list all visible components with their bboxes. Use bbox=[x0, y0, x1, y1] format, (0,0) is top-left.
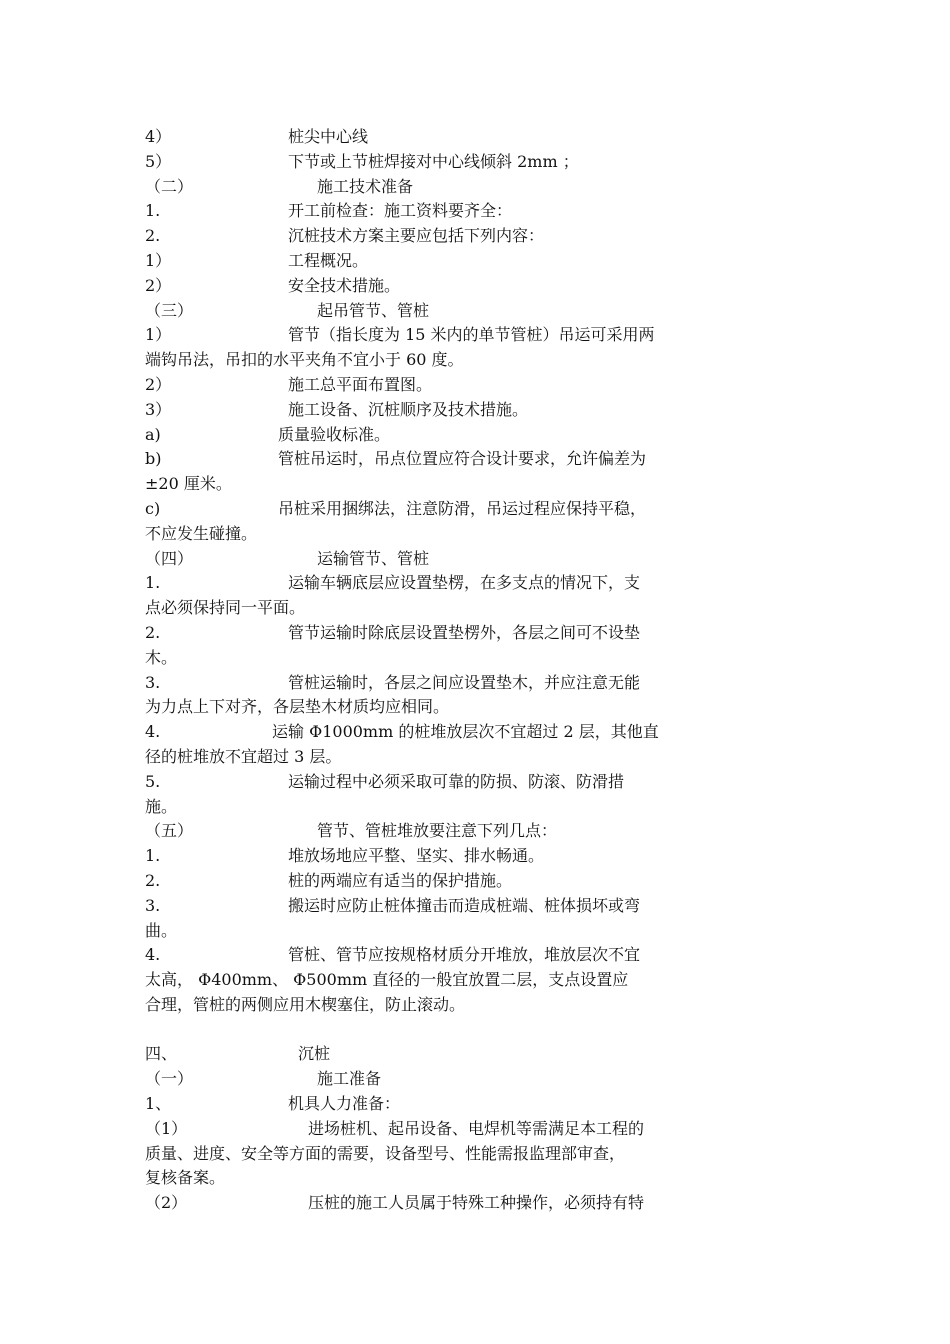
line-number: b) bbox=[145, 449, 162, 469]
document-line bbox=[145, 150, 725, 175]
line-number: 1. bbox=[145, 573, 161, 593]
document-line bbox=[145, 1191, 725, 1216]
line-text: 管桩、管节应按规格材质分开堆放，堆放层次不宜 bbox=[288, 945, 641, 965]
document-line bbox=[145, 795, 725, 820]
line-text: 运输 Φ1000mm 的桩堆放层次不宜超过 2 层，其他直 bbox=[272, 722, 659, 742]
line-text: 木。 bbox=[145, 647, 178, 667]
line-text: 复核备案。 bbox=[145, 1168, 226, 1188]
line-text: 端钩吊法，吊扣的水平夹角不宜小于 60 度。 bbox=[145, 350, 464, 370]
line-number: 1. bbox=[145, 846, 161, 866]
document-line bbox=[145, 720, 725, 745]
line-number: 2） bbox=[145, 374, 172, 394]
line-number: 1、 bbox=[145, 1094, 172, 1114]
line-text: 运输车辆底层应设置垫楞，在多支点的情况下，支 bbox=[288, 573, 641, 593]
document-line bbox=[145, 770, 725, 795]
line-number: a) bbox=[145, 424, 161, 444]
line-text: 吊桩采用捆绑法，注意防滑，吊运过程应保持平稳， bbox=[278, 498, 647, 518]
document-line bbox=[145, 249, 725, 274]
line-text: 桩尖中心线 bbox=[288, 127, 369, 146]
document-line bbox=[145, 125, 725, 150]
line-number: 4. bbox=[145, 945, 161, 965]
document-line bbox=[145, 497, 725, 522]
line-text: 运输过程中必须采取可靠的防损、防滚、防滑措 bbox=[288, 771, 625, 791]
document-line bbox=[145, 175, 725, 200]
line-text: 管桩吊运时，吊点位置应符合设计要求，允许偏差为 bbox=[278, 449, 647, 469]
line-number: 2） bbox=[145, 275, 172, 295]
line-number: 4. bbox=[145, 722, 161, 742]
line-text: 太高， Φ400mm、 Φ500mm 直径的一般宜放置二层，支点设置应 bbox=[145, 970, 629, 990]
line-text: 桩的两端应有适当的保护措施。 bbox=[288, 870, 513, 890]
document-line bbox=[145, 943, 725, 968]
line-text: 管节、管桩堆放要注意下列几点： bbox=[317, 821, 558, 841]
line-text: 管桩运输时，各层之间应设置垫木，并应注意无能 bbox=[288, 672, 641, 692]
document-line bbox=[145, 472, 725, 497]
line-text: 沉桩技术方案主要应包括下列内容： bbox=[288, 226, 545, 246]
line-number: c) bbox=[145, 498, 161, 518]
line-text: 不应发生碰撞。 bbox=[145, 523, 258, 543]
line-number: （三） bbox=[145, 300, 194, 320]
line-text: 下节或上节桩焊接对中心线倾斜 2mm ； bbox=[288, 151, 579, 171]
document-line bbox=[145, 695, 725, 720]
document-line bbox=[145, 1067, 725, 1092]
line-number: 3） bbox=[145, 399, 172, 419]
line-number: （一） bbox=[145, 1069, 194, 1089]
line-number: 3. bbox=[145, 672, 161, 692]
line-text: 进场桩机、起吊设备、电焊机等需满足本工程的 bbox=[308, 1118, 645, 1138]
line-text: 施工技术准备 bbox=[317, 176, 414, 196]
line-number: （1） bbox=[145, 1118, 188, 1138]
line-text: 工程概况。 bbox=[288, 250, 369, 270]
line-text: 径的桩堆放不宜超过 3 层。 bbox=[145, 746, 342, 766]
document-line bbox=[145, 993, 725, 1018]
line-text: 为力点上下对齐，各层垫木材质均应相同。 bbox=[145, 697, 450, 717]
line-text: 管节运输时除底层设置垫楞外，各层之间可不设垫 bbox=[288, 622, 641, 642]
document-line bbox=[145, 919, 725, 944]
line-text: 施工准备 bbox=[317, 1069, 382, 1089]
line-text: 压桩的施工人员属于特殊工种操作，必须持有特 bbox=[308, 1193, 645, 1213]
line-text: 合理，管桩的两侧应用木楔塞住，防止滚动。 bbox=[145, 994, 466, 1014]
document-line bbox=[145, 819, 725, 844]
line-text: 质量验收标准。 bbox=[278, 424, 391, 444]
document-line bbox=[145, 547, 725, 572]
line-number: （四） bbox=[145, 548, 194, 568]
line-text: 质量、进度、安全等方面的需要，设备型号、性能需报监理部审查， bbox=[145, 1143, 626, 1163]
document-line bbox=[145, 968, 725, 993]
line-number: （二） bbox=[145, 176, 194, 196]
document-line bbox=[145, 348, 725, 373]
document-line bbox=[145, 571, 725, 596]
line-text: 搬运时应防止桩体撞击而造成桩端、桩体损坏或弯 bbox=[288, 895, 641, 915]
document-line bbox=[145, 1142, 725, 1167]
line-number: 2. bbox=[145, 622, 161, 642]
line-number: （2） bbox=[145, 1193, 188, 1213]
line-number: 1） bbox=[145, 325, 172, 345]
line-text: 曲。 bbox=[145, 920, 178, 940]
line-text: ±20 厘米。 bbox=[145, 474, 232, 494]
document-line bbox=[145, 621, 725, 646]
document-line bbox=[145, 1042, 725, 1067]
line-text: 运输管节、管桩 bbox=[317, 548, 430, 568]
line-text: 机具人力准备： bbox=[288, 1094, 401, 1114]
document-line bbox=[145, 398, 725, 423]
document-line bbox=[145, 274, 725, 299]
document-line bbox=[145, 671, 725, 696]
document-line bbox=[145, 373, 725, 398]
document-line bbox=[145, 323, 725, 348]
line-text: 施工总平面布置图。 bbox=[288, 374, 433, 394]
line-number: 2. bbox=[145, 226, 161, 246]
document-line bbox=[145, 423, 725, 448]
document-line bbox=[145, 1117, 725, 1142]
line-text: 开工前检查：施工资料要齐全： bbox=[288, 201, 513, 221]
line-number: 5） bbox=[145, 151, 172, 171]
document-line bbox=[145, 869, 725, 894]
document-line bbox=[145, 596, 725, 621]
document-line bbox=[145, 1092, 725, 1117]
line-text: 施工设备、沉桩顺序及技术措施。 bbox=[288, 399, 529, 419]
document-line bbox=[145, 844, 725, 869]
line-text: 施。 bbox=[145, 796, 178, 816]
line-text: 管节（指长度为 15 米内的单节管桩）吊运可采用两 bbox=[288, 325, 655, 345]
line-number: 1） bbox=[145, 250, 172, 270]
line-number: 4） bbox=[145, 127, 172, 146]
document-line bbox=[145, 1018, 725, 1043]
line-text: 点必须保持同一平面。 bbox=[145, 598, 306, 618]
document-line bbox=[145, 522, 725, 547]
document-line bbox=[145, 1166, 725, 1191]
line-number: 1. bbox=[145, 201, 161, 221]
document-line bbox=[145, 745, 725, 770]
line-number: （五） bbox=[145, 821, 194, 841]
line-text: 沉桩 bbox=[298, 1044, 331, 1064]
document-line bbox=[145, 199, 725, 224]
document-line bbox=[145, 299, 725, 324]
document-body bbox=[145, 125, 725, 1216]
line-number: 2. bbox=[145, 870, 161, 890]
line-text: 安全技术措施。 bbox=[288, 275, 401, 295]
line-number: 3. bbox=[145, 895, 161, 915]
document-line bbox=[145, 894, 725, 919]
line-number: 5. bbox=[145, 771, 161, 791]
line-number: 四、 bbox=[145, 1044, 178, 1064]
document-line bbox=[145, 447, 725, 472]
line-text: 堆放场地应平整、坚实、排水畅通。 bbox=[288, 846, 545, 866]
document-line bbox=[145, 224, 725, 249]
line-text: 起吊管节、管桩 bbox=[317, 300, 430, 320]
document-line bbox=[145, 646, 725, 671]
